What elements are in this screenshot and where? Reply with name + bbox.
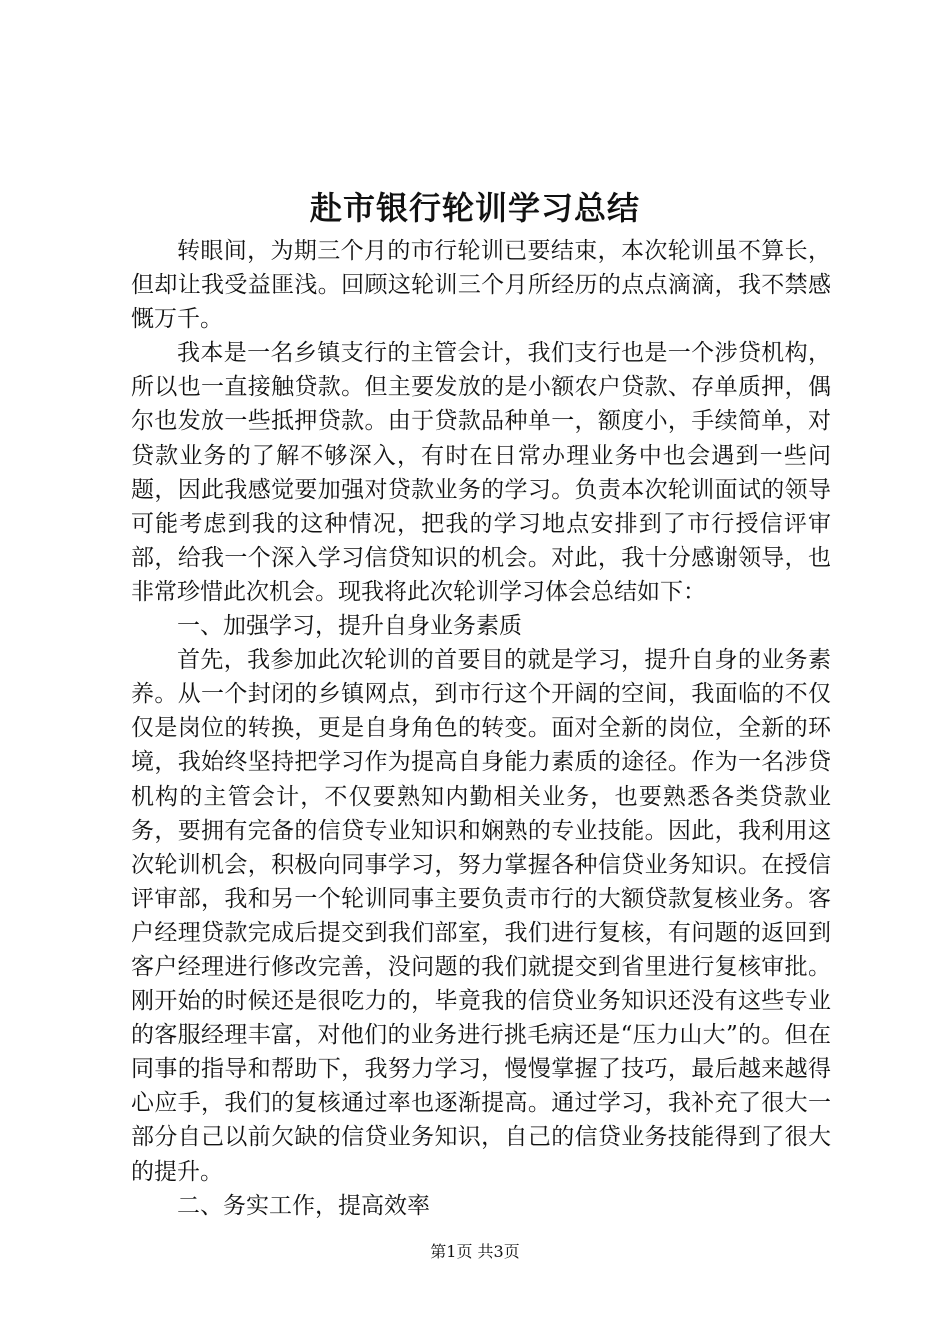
- document-title: 赴市银行轮训学习总结: [309, 189, 640, 227]
- document-body: [131, 234, 831, 1223]
- paragraph-background: 我本是一名乡镇支行的主管会计，我们支行也是一个涉贷机构，所以也一直接触贷款。但主要发放的是小额农户贷款、存单质押，偶尔也发放一些抵押贷款。由于贷款品种单一，额度小，手续简单，对贷款业务的了解不够深入，有时在日常办理业务中也会遇到一些问题，因此我感觉要加强对贷款业务的学习。负责本次轮训面试的领导可能考虑到我的这种情况，把我的学习地点安排到了市行授信评审部，给我一个深入学习信贷知识的机会。对此，我十分感谢领导，也非常珍惜此次机会。现我将此次轮训学习体会总结如下：: [131, 340, 831, 605]
- paragraph-intro: 转眼间，为期三个月的市行轮训已要结束，本次轮训虽不算长，但却让我受益匪浅。回顾这轮训三个月所经历的点点滴滴，我不禁感慨万千。: [131, 238, 831, 333]
- section-heading-work: 二、务实工作，提高效率: [177, 1192, 430, 1219]
- section-heading-study: 一、加强学习，提升自身业务素质: [177, 613, 522, 640]
- page-number: 第1页 共3页: [430, 1242, 520, 1261]
- paragraph-study: 首先，我参加此次轮训的首要目的就是学习，提升自身的业务素养。从一个封闭的乡镇网点，到市行这个开阔的空间，我面临的不仅仅是岗位的转换，更是自身角色的转变。面对全新的岗位，全新的环境，我始终坚持把学习作为提高自身能力素质的途径。作为一名涉贷机构的主管会计，不仅要熟知内勤相关业务，也要熟悉各类贷款业务，要拥有完备的信贷专业知识和娴熟的专业技能。因此，我利用这次轮训机会，积极向同事学习，努力掌握各种信贷业务知识。在授信评审部，我和另一个轮训同事主要负责市行的大额贷款复核业务。客户经理贷款完成后提交到我们部室，我们进行复核，有问题的返回到客户经理进行修改完善，没问题的我们就提交到省里进行复核审批。刚开始的时候还是很吃力的，毕竟我的信贷业务知识还没有这些专业的客服经理丰富，对他们的业务进行挑毛病还是“压力山大”的。但在同事的指导和帮助下，我努力学习，慢慢掌握了技巧，最后越来越得心应手，我们的复核通过率也逐渐提高。通过学习，我补充了很大一部分自己以前欠缺的信贷业务知识，自己的信贷业务技能得到了很大的提升。: [131, 647, 831, 1185]
